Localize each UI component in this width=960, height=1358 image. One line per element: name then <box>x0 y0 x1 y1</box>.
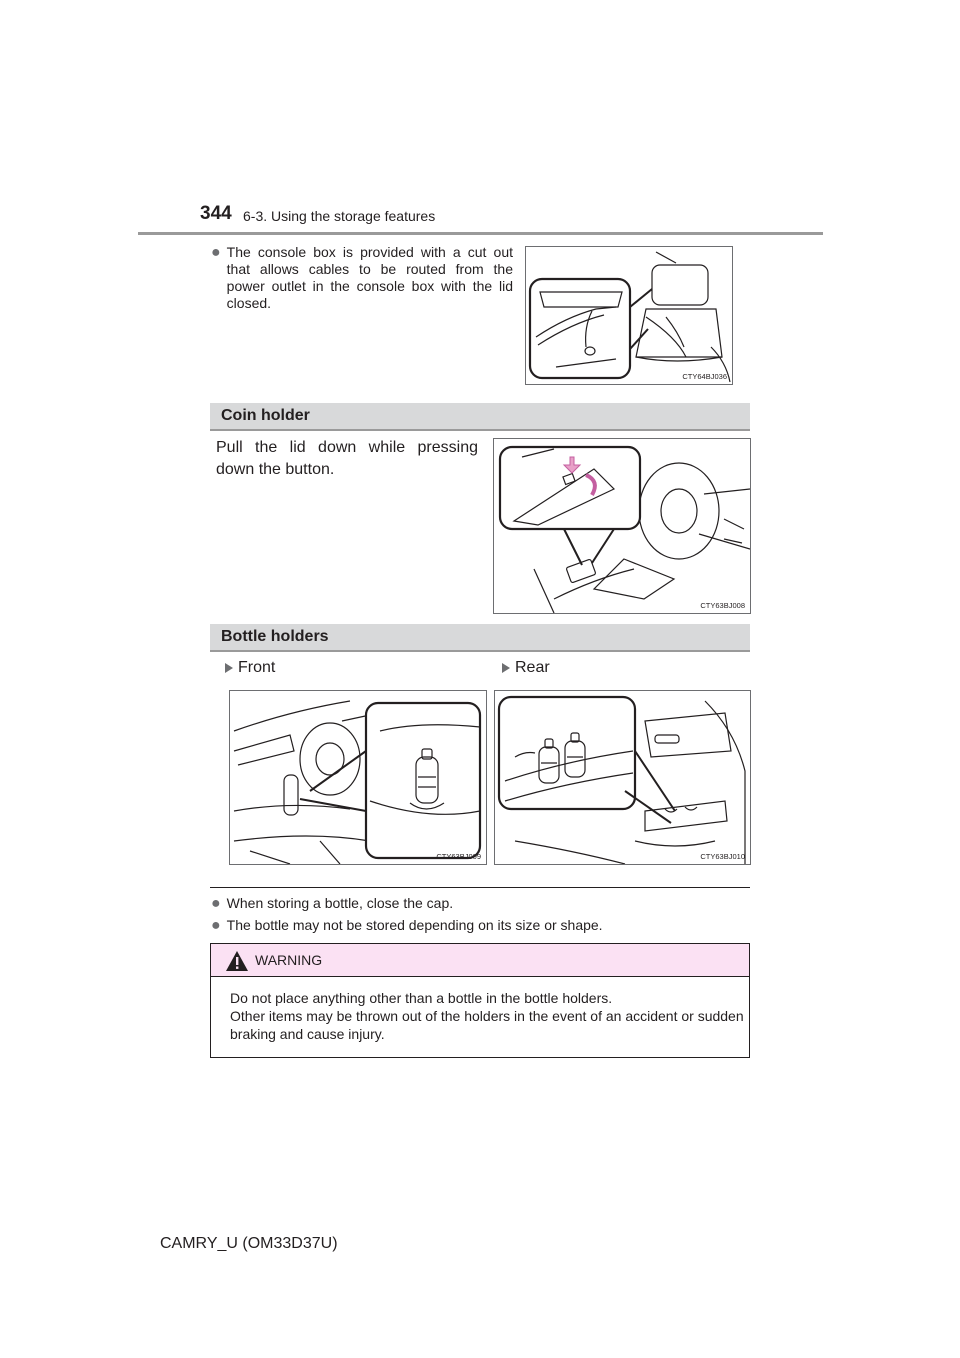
note-text: The bottle may not be stored depending on its size or shape. <box>226 917 603 933</box>
coin-holder-illustration <box>494 439 750 613</box>
figure-code: CTY63BJ010 <box>700 852 745 861</box>
warning-line: Other items may be thrown out of the holders in the event of an accident or sudden braking and cause injury. <box>230 1008 744 1042</box>
console-figure <box>525 246 733 385</box>
note-text: When storing a bottle, close the cap. <box>226 895 454 911</box>
figure-code: CTY63BJ009 <box>436 852 481 861</box>
bottle-holders-heading <box>210 624 750 652</box>
footer-model: CAMRY_U (OM33D37U) <box>160 1235 338 1252</box>
triangle-bullet-icon <box>502 663 510 673</box>
bullet-icon: ● <box>211 895 221 912</box>
warning-box <box>210 943 750 1058</box>
figure-code: CTY63BJ008 <box>700 601 745 610</box>
front-label-text: Front <box>238 659 276 676</box>
note-item <box>211 917 603 934</box>
notes-rule <box>210 887 750 888</box>
rear-bottle-figure <box>494 690 751 865</box>
front-bottle-figure <box>229 690 487 865</box>
coin-holder-heading-text: Coin holder <box>221 407 310 424</box>
console-illustration <box>526 247 732 384</box>
coin-holder-instruction: Pull the lid down while pressing down the button. <box>216 439 478 478</box>
rear-label-text: Rear <box>515 659 550 676</box>
front-label <box>225 659 275 677</box>
console-bullet-text: The console box is provided with a cut out that allows cables to be routed from the power outlet in the console box with the lid closed. <box>226 244 513 311</box>
warning-line: Do not place anything other than a bottle in the bottle holders. <box>230 990 613 1006</box>
section-title: 6-3. Using the storage features <box>243 208 436 224</box>
rear-label <box>502 659 550 677</box>
header-rule <box>138 232 823 235</box>
warning-body <box>230 989 745 1043</box>
note-item <box>211 895 453 912</box>
coin-holder-heading <box>210 403 750 431</box>
console-bullet <box>211 244 513 312</box>
page-number: 344 <box>200 203 232 224</box>
bullet-icon: ● <box>211 917 221 934</box>
bullet-icon: ● <box>211 244 221 261</box>
rear-bottle-illustration <box>495 691 750 864</box>
warning-title: WARNING <box>255 952 323 968</box>
warning-header <box>211 944 749 977</box>
front-bottle-illustration <box>230 691 486 864</box>
coin-holder-figure <box>493 438 751 614</box>
warning-triangle-icon <box>225 950 249 972</box>
figure-code: CTY64BJ036 <box>682 372 727 381</box>
bottle-holders-heading-text: Bottle holders <box>221 628 329 645</box>
triangle-bullet-icon <box>225 663 233 673</box>
